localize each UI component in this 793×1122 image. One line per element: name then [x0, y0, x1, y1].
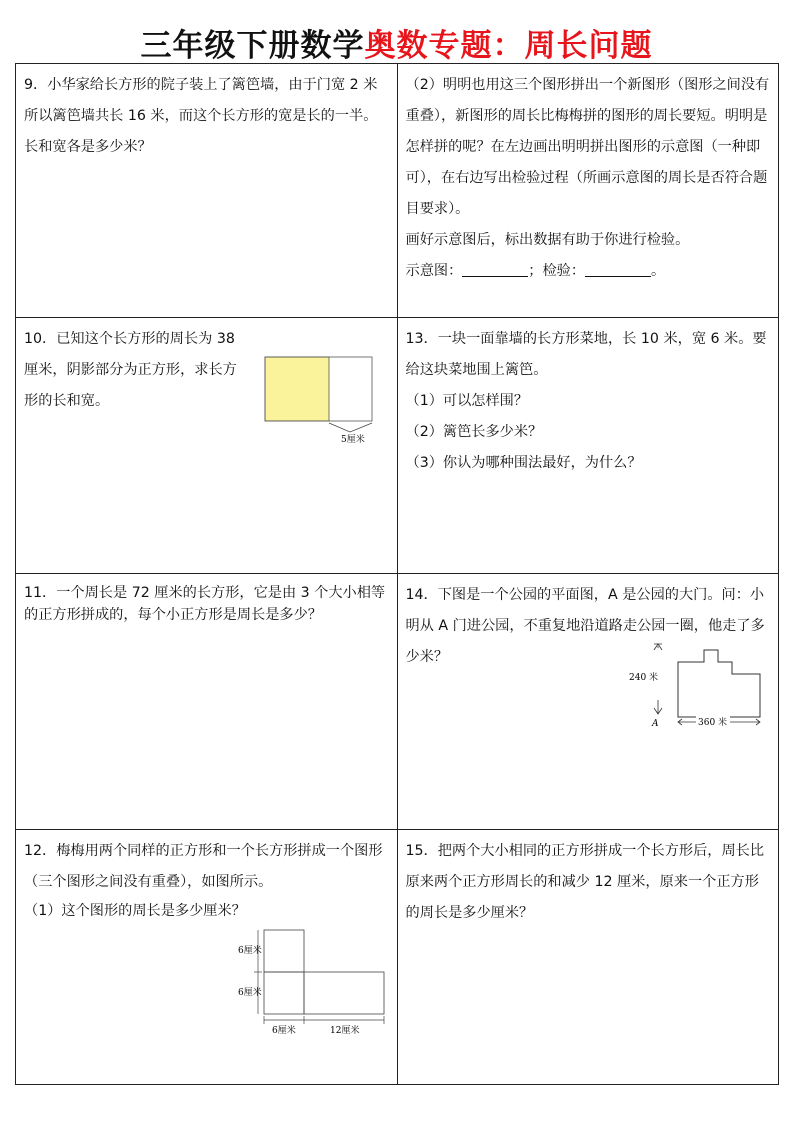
- question-13-sub2: （2）篱笆长多少米？: [405, 424, 543, 440]
- label-top-6cm: 6厘米: [238, 946, 262, 956]
- question-14-text: 14．下图是一个公园的平面图，A 是公园的大门。问：小明从 A 门进公园，不重复地沿道路走公园一圈，他走了多少米？: [405, 587, 765, 665]
- label-bottom-6cm: 6厘米: [272, 1026, 296, 1036]
- sketch-label: 示意图：: [405, 263, 463, 279]
- question-13-sub3: （3）你认为哪种围法最好，为什么？: [405, 455, 642, 471]
- check-label: ；检验：: [528, 263, 586, 279]
- shaded-square: [265, 357, 329, 421]
- title-red: 奥数专题：周长问题: [364, 28, 653, 64]
- question-10-text: 10．已知这个长方形的周长为 38 厘米，阴影部分为正方形，求长方形的长和宽。: [24, 331, 237, 409]
- question-14: [397, 574, 779, 830]
- bottom-square: [264, 972, 304, 1014]
- question-12-figure: [238, 928, 388, 1038]
- label-gate-a: A: [651, 719, 658, 729]
- question-15: [397, 830, 779, 1085]
- question-12: [16, 830, 398, 1085]
- page-title: [0, 20, 793, 65]
- sketch-blank[interactable]: [462, 258, 528, 277]
- label-bottom-12cm: 12厘米: [330, 1026, 360, 1036]
- question-12-sub1: （1）这个图形的周长是多少厘米？: [24, 903, 246, 919]
- question-15-text: 15．把两个大小相同的正方形拼成一个长方形后，周长比原来两个正方形周长的和减少 12 厘米，原来一个正方形的周长是多少厘米？: [405, 843, 765, 921]
- top-square: [264, 930, 304, 972]
- question-9-text: 9．小华家给长方形的院子装上了篱笆墙，由于门宽 2 米所以篱笆墙共长 16 米，而这个长方形的宽是长的一半。长和宽各是多少米？: [24, 77, 378, 155]
- brace-5cm: [329, 423, 372, 432]
- question-12-part2-text: （2）明明也用这三个图形拼出一个新图形（图形之间没有重叠），新图形的周长比梅梅拼的图形的周长要短。明明是怎样拼的呢？在左边画出明明拼出图形的示意图（一种即可），在右边写出检验过程（所画示意图的周长是否符合题目要求）。: [405, 77, 770, 217]
- question-11-text: 11．一个周长是 72 厘米的长方形，它是由 3 个大小相等的正方形拼成的，每个小正方形是周长是多少？: [24, 585, 386, 623]
- question-13-sub1: （1）可以怎样围？: [405, 393, 529, 409]
- question-10: [16, 318, 398, 574]
- question-13: [397, 318, 779, 574]
- question-grid: [15, 63, 779, 1085]
- question-10-figure: [264, 356, 378, 452]
- check-blank[interactable]: [585, 258, 651, 277]
- side-rectangle: [304, 972, 384, 1014]
- label-240m: 240 米: [628, 673, 658, 683]
- question-12-part2: [397, 64, 779, 318]
- question-13-text: 13．一块一面靠墙的长方形菜地，长 10 米，宽 6 米。要给这块菜地围上篱笆。: [405, 331, 767, 378]
- label-mid-6cm: 6厘米: [238, 988, 262, 998]
- park-outline: [678, 650, 760, 717]
- question-11: [16, 574, 398, 830]
- line-end: 。: [651, 263, 666, 279]
- question-12-text: 12．梅梅用两个同样的正方形和一个长方形拼成一个图形（三个图形之间没有重叠），如图所示。: [24, 843, 383, 890]
- label-5cm: 5厘米: [341, 435, 365, 445]
- question-9: [16, 64, 398, 318]
- title-black: 三年级下册数学: [140, 28, 365, 64]
- label-360m: 360 米: [697, 718, 727, 728]
- question-12-part2-hint: 画好示意图后，标出数据有助于你进行检验。: [405, 232, 690, 248]
- question-12-part2-answer-line: [406, 256, 771, 287]
- question-14-figure: [626, 642, 766, 732]
